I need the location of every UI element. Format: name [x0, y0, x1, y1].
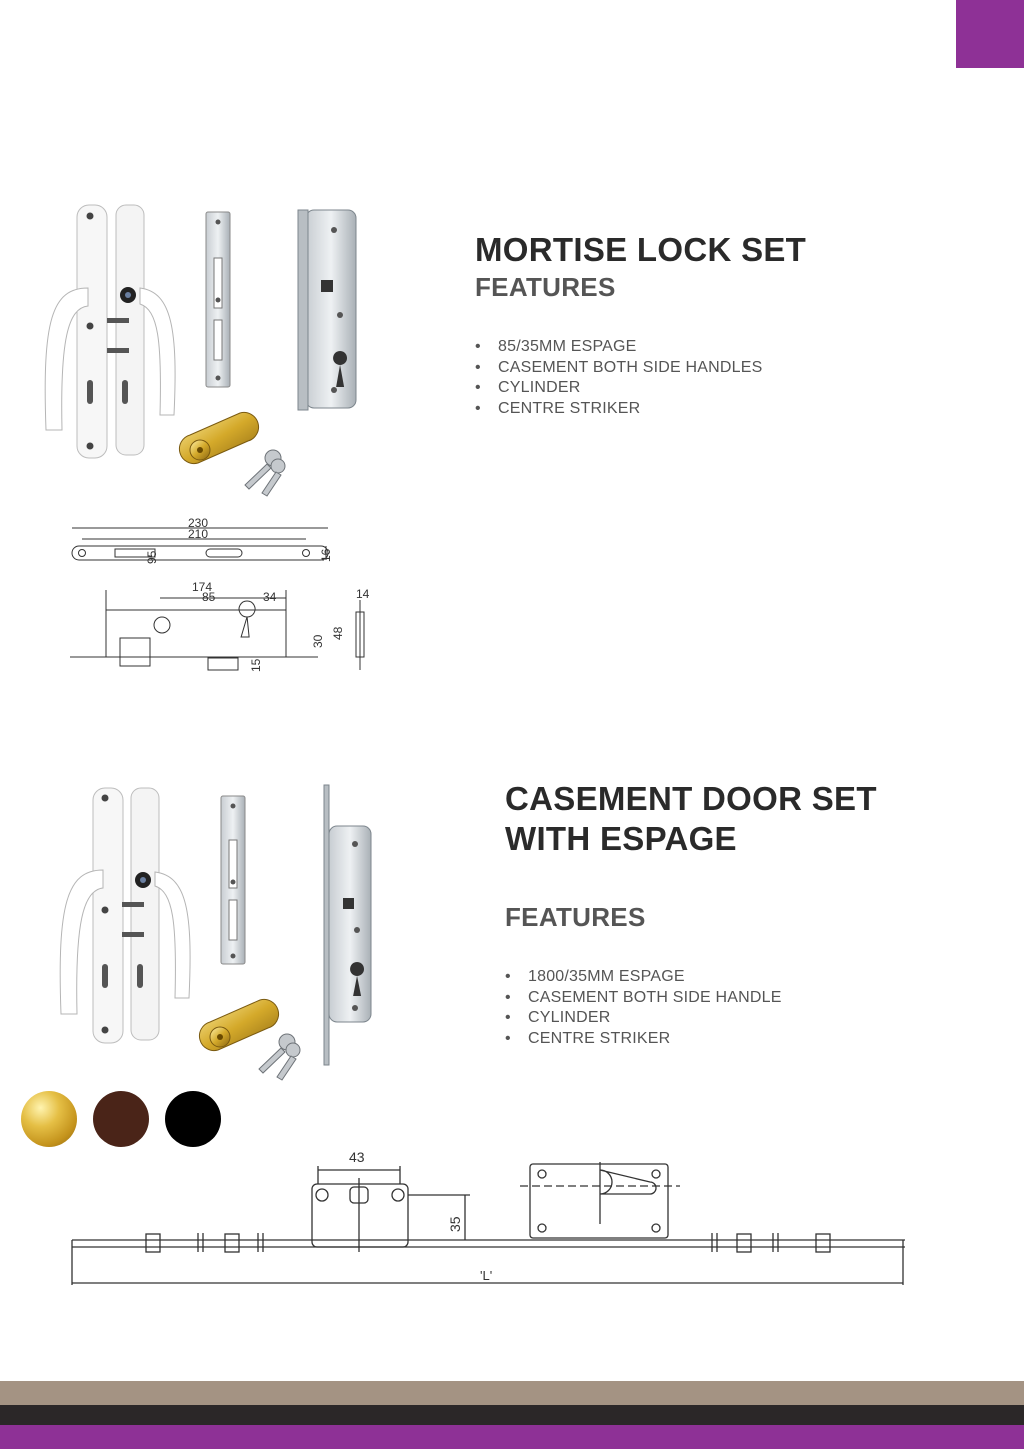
- handle-plate-left: [45, 205, 107, 458]
- casement-door-set-title: [505, 779, 877, 859]
- dim-48: 48: [331, 626, 345, 640]
- dim-43: 43: [349, 1149, 365, 1165]
- casement-features-list: [505, 967, 782, 1050]
- footer-band-purple: [0, 1425, 1024, 1449]
- finish-swatch-gold: [21, 1091, 77, 1147]
- handle-plate-right: [107, 205, 175, 455]
- finish-swatch-brown: [93, 1091, 149, 1147]
- lockcase-drawing: [70, 590, 364, 670]
- feature-item: • CASEMENT BOTH SIDE HANDLE: [505, 988, 782, 1009]
- keys: [259, 1034, 300, 1080]
- handle-plate-left: [60, 788, 123, 1043]
- feature-item: • CENTRE STRIKER: [505, 1029, 782, 1050]
- dim-length: 'L': [480, 1268, 493, 1283]
- feature-item: • CYLINDER: [505, 1008, 782, 1029]
- strike-plate-2: [221, 796, 245, 964]
- dim-230: 230: [188, 516, 209, 530]
- dim-95: 95: [145, 550, 159, 564]
- dim-34: 34: [263, 590, 277, 604]
- dim-35: 35: [447, 1216, 463, 1232]
- feature-item: • 85/35MM ESPAGE: [475, 337, 763, 358]
- handle-plate-right: [122, 788, 190, 1040]
- dim-85: 85: [202, 590, 216, 604]
- mortise-features-heading: FEATURES: [475, 272, 616, 302]
- espag-lock-body: [324, 785, 371, 1065]
- mortise-lock-product-photo: [40, 200, 370, 500]
- locking-cams: [146, 1233, 830, 1252]
- euro-cylinder: [179, 412, 258, 463]
- dim-210: 210: [188, 527, 209, 541]
- cylinder-housing: [520, 1162, 680, 1238]
- feature-item: • CASEMENT BOTH SIDE HANDLES: [475, 358, 763, 379]
- dim-30: 30: [311, 634, 325, 648]
- dim-14: 14: [356, 587, 370, 601]
- casement-door-set-product-photo: [55, 780, 385, 1090]
- footer-band-tan: [0, 1381, 1024, 1405]
- mortise-lock-body: [298, 210, 356, 410]
- casement-features-heading: FEATURES: [505, 902, 646, 932]
- espagnolette-technical-drawing: [60, 1140, 920, 1290]
- mortise-features-list: [475, 337, 763, 420]
- dim-15: 15: [249, 658, 263, 672]
- dim-16: 16: [319, 548, 333, 562]
- mortise-lock-technical-drawing: [60, 512, 380, 680]
- dim-174: 174: [192, 580, 213, 594]
- feature-item: • 1800/35MM ESPAGE: [505, 967, 782, 988]
- mortise-lock-set-title: MORTISE LOCK SET: [475, 231, 807, 268]
- feature-item: • CYLINDER: [475, 378, 763, 399]
- finish-swatch-black: [165, 1091, 221, 1147]
- corner-accent-tab: [956, 0, 1024, 68]
- strike-plate-1: [206, 212, 230, 387]
- keys: [245, 450, 285, 496]
- footer-band-dark: [0, 1405, 1024, 1425]
- gearbox: [312, 1166, 470, 1252]
- title-line-2: WITH ESPAGE: [505, 820, 737, 857]
- euro-cylinder: [199, 999, 278, 1050]
- title-line-1: CASEMENT DOOR SET: [505, 780, 877, 817]
- feature-item: • CENTRE STRIKER: [475, 399, 763, 420]
